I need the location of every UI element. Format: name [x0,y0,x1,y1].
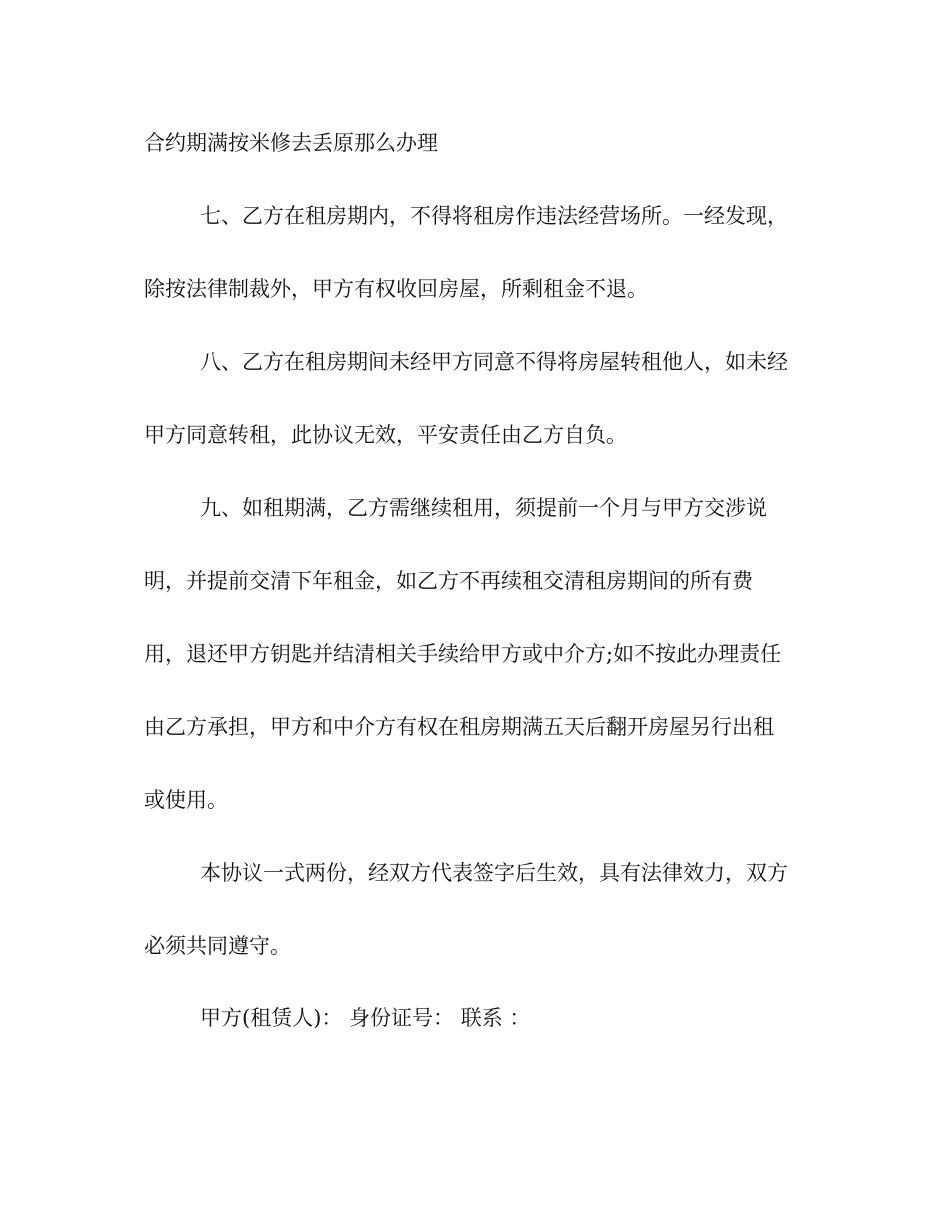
clause-9-line-5: 或使用。 [144,788,228,812]
clause-9-line-1: 九、如租期满，乙方需继续租用，须提前一个月与甲方交涉说 [200,496,767,520]
clause-8-line-2: 甲方同意转租，此协议无效，平安责任由乙方自负。 [144,423,627,447]
clause-9-line-2: 明，并提前交清下年租金，如乙方不再续租交清租房期间的所有费 [144,569,753,593]
clause-7-line-2: 除按法律制裁外，甲方有权收回房屋，所剩租金不退。 [144,277,648,301]
agreement-line-2: 必须共同遵守。 [144,934,291,958]
clause-9-line-3: 用，退还甲方钥匙并结清相关手续给甲方或中介方;如不按此办理责任 [144,642,782,666]
signature-party-a-line: 甲方(租赁人)： 身份证号： 联系 ： [200,1006,531,1030]
clause-9-line-4: 由乙方承担，甲方和中介方有权在租房期满五天后翻开房屋另行出租 [144,715,774,739]
agreement-line-1: 本协议一式两份，经双方代表签字后生效，具有法律效力，双方 [200,861,788,885]
clause-8-line-1: 八、乙方在租房期间未经甲方同意不得将房屋转租他人，如未经 [200,350,788,374]
text-line-1: 合约期满按米修去丢原那么办理 [144,131,438,155]
clause-7-line-1: 七、乙方在租房期内，不得将租房作违法经营场所。一经发现， [200,204,788,228]
